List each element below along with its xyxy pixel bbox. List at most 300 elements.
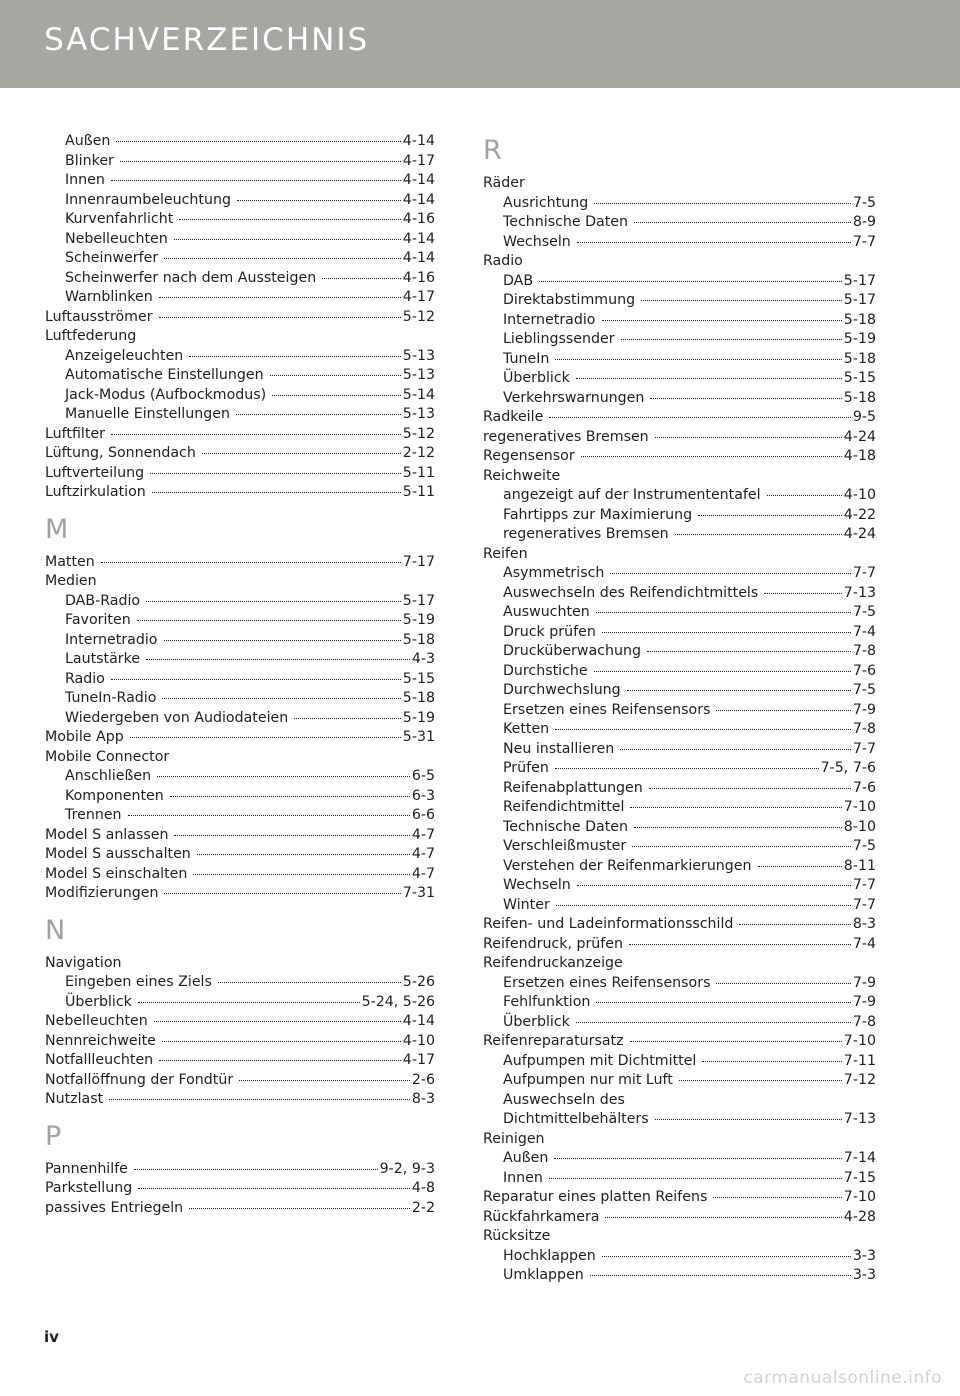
entry-text: DAB-Radio [65, 592, 141, 609]
page-reference: 4-8 [411, 1180, 435, 1196]
entry-text: Rückfahrkamera [483, 1208, 600, 1225]
page-reference: 4-14 [402, 250, 435, 266]
page-reference: 8-9 [852, 214, 876, 230]
index-entry [45, 1090, 435, 1110]
page-reference: 7-13 [843, 584, 876, 601]
page-reference: 5-12 [402, 425, 435, 442]
dot-leader [164, 640, 401, 641]
index-entry [45, 1012, 435, 1032]
entry-text: Radkeile [483, 409, 544, 425]
entry-text: Manuelle Einstellungen [65, 406, 230, 422]
entry-text: regeneratives Bremsen [483, 428, 649, 445]
entry-text: Reifenreparatursatz [483, 1033, 624, 1049]
index-subentry [45, 709, 435, 729]
index-entry [45, 425, 435, 445]
page-reference: 5-19 [843, 331, 876, 347]
dot-leader [630, 807, 841, 808]
page-reference: 5-12 [402, 308, 435, 325]
page-reference: 4-14 [402, 1013, 435, 1029]
index-entry [45, 728, 435, 748]
entry-text: Überblick [503, 1013, 570, 1030]
page-reference: 6-3 [411, 787, 435, 804]
entry-text: Ausrichtung [503, 194, 589, 211]
index-entry [45, 1051, 435, 1071]
page-reference: 7-6 [852, 662, 876, 679]
entry-text: Trennen [65, 807, 122, 823]
dot-leader [154, 1021, 401, 1022]
page-reference: 9-5 [852, 409, 876, 425]
index-entry [45, 1032, 435, 1052]
page-reference: 8-11 [843, 857, 876, 874]
index-subentry [483, 642, 876, 662]
dot-leader [555, 729, 851, 730]
page-reference: 7-5 [852, 682, 876, 698]
dot-leader [594, 671, 851, 672]
page-reference: 3-3 [852, 1267, 876, 1283]
entry-text: Lüftung, Sonnendach [45, 445, 196, 461]
page-reference: 7-4 [852, 935, 876, 952]
page-reference: 7-5 [852, 604, 876, 620]
dot-leader [655, 437, 842, 438]
page-reference: 2-2 [411, 1199, 435, 1216]
entry-text: Scheinwerfer nach dem Aussteigen [65, 269, 317, 286]
page-reference: 5-18 [843, 389, 876, 406]
entry-text: Kurvenfahrlicht [65, 211, 174, 227]
page-reference: 5-18 [843, 350, 876, 367]
entry-text: Druck prüfen [503, 623, 596, 640]
index-subentry [483, 818, 876, 838]
index-subentry [483, 837, 876, 857]
index-subentry [45, 767, 435, 787]
page-reference: 6-5 [411, 768, 435, 784]
index-heading [45, 748, 435, 768]
entry-text: Nebelleuchten [65, 230, 168, 247]
page-reference: 4-3 [411, 651, 435, 667]
page-reference: 7-6 [852, 779, 876, 796]
index-subentry [483, 1052, 876, 1072]
dot-leader [162, 1041, 401, 1042]
page-reference: 4-17 [402, 289, 435, 305]
page-title: SACHVERZEICHNIS [44, 22, 370, 58]
page-reference: 4-18 [843, 448, 876, 464]
index-heading [483, 174, 876, 194]
index-subentry [45, 249, 435, 269]
index-subentry [483, 993, 876, 1013]
entry-text: Luftzirkulation [45, 484, 146, 500]
entry-text: Räder [483, 175, 525, 191]
entry-text: Innenraumbeleuchtung [65, 191, 231, 208]
index-subentry [483, 857, 876, 877]
dot-leader [621, 339, 842, 340]
dot-leader [109, 1099, 410, 1100]
dot-leader [130, 737, 401, 738]
page-reference: 5-14 [402, 386, 435, 403]
index-subentry [45, 171, 435, 191]
entry-text: Lautstärke [65, 651, 141, 667]
entry-text: Reifendruck, prüfen [483, 935, 624, 952]
dot-leader [159, 1060, 401, 1061]
page-reference: 7-9 [852, 994, 876, 1010]
entry-text: Neu installieren [503, 740, 615, 757]
page-reference: 6-6 [411, 807, 435, 823]
dot-leader [322, 278, 401, 279]
page-reference: 4-10 [402, 1032, 435, 1049]
page-reference: 7-7 [852, 565, 876, 581]
entry-text: Prüfen [503, 760, 549, 776]
page-reference: 4-7 [411, 826, 435, 843]
dot-leader [602, 320, 842, 321]
dot-leader [138, 1188, 410, 1189]
entry-text: Notfallöffnung der Fondtür [45, 1071, 234, 1088]
entry-text: Auswuchten [503, 604, 590, 620]
dot-leader [189, 1208, 410, 1209]
entry-text: Umklappen [503, 1267, 584, 1283]
index-entry [483, 447, 876, 467]
index-subentry [483, 525, 876, 545]
index-subentry [483, 1110, 876, 1130]
page-reference: 7-12 [843, 1072, 876, 1088]
entry-text: Durchwechslung [503, 682, 621, 698]
entry-text: Luftfilter [45, 425, 105, 442]
index-subentry [45, 631, 435, 651]
page-reference: 3-3 [852, 1247, 876, 1264]
entry-text: Reifendruckanzeige [483, 955, 623, 971]
page-reference: 5-26 [402, 974, 435, 990]
page-reference: 5-13 [402, 406, 435, 422]
page-reference: 4-22 [843, 506, 876, 523]
entry-text: Mobile App [45, 729, 124, 745]
index-entry [45, 553, 435, 573]
entry-text: Hochklappen [503, 1247, 596, 1264]
index-subentry [45, 611, 435, 631]
index-subentry [45, 650, 435, 670]
entry-text: Überblick [503, 370, 570, 386]
page-reference: 4-14 [402, 191, 435, 208]
dot-leader [159, 317, 401, 318]
dot-leader [650, 398, 841, 399]
index-entry [483, 408, 876, 428]
page-reference: 7-15 [843, 1169, 876, 1186]
index-heading [483, 954, 876, 974]
entry-text: Reifen [483, 545, 528, 562]
entry-text: Scheinwerfer [65, 250, 159, 266]
dot-leader [111, 679, 401, 680]
page-reference: 7-5 [852, 194, 876, 211]
entry-text: Nennreichweite [45, 1032, 156, 1049]
index-subentry [483, 603, 876, 623]
page-reference: 4-14 [402, 133, 435, 149]
page-reference: 7-7 [852, 740, 876, 757]
entry-text: passives Entriegeln [45, 1199, 184, 1216]
dot-leader [630, 1041, 842, 1042]
dot-leader [138, 1002, 360, 1003]
page-reference: 4-24 [843, 526, 876, 542]
index-entry [45, 884, 435, 904]
index-entry [483, 1188, 876, 1208]
entry-text: Model S ausschalten [45, 846, 191, 862]
index-subentry [483, 584, 876, 604]
dot-leader [632, 846, 851, 847]
index-subentry [483, 369, 876, 389]
page-reference: 7-14 [843, 1150, 876, 1166]
index-subentry [483, 779, 876, 799]
index-subentry [483, 233, 876, 253]
page-reference: 7-8 [852, 1013, 876, 1030]
page-reference: 5-18 [843, 311, 876, 328]
entry-text: Ersetzen eines Reifensensors [503, 701, 711, 718]
dot-leader [556, 905, 851, 906]
dot-leader [174, 835, 409, 836]
index-subentry [45, 366, 435, 386]
index-subentry [45, 288, 435, 308]
index-heading [483, 467, 876, 487]
index-subentry [483, 311, 876, 331]
dot-leader [128, 815, 410, 816]
entry-text: Luftfederung [45, 328, 137, 344]
page-reference: 7-7 [852, 233, 876, 250]
page-number: iv [44, 1328, 59, 1346]
index-heading [483, 545, 876, 565]
index-subentry [45, 670, 435, 690]
page-reference: 7-10 [843, 1189, 876, 1205]
entry-text: Drucküberwachung [503, 643, 641, 659]
entry-text: Favoriten [65, 612, 131, 628]
entry-text: Reichweite [483, 467, 561, 484]
entry-text: regeneratives Bremsen [503, 526, 669, 542]
entry-text: Wiedergeben von Audiodateien [65, 709, 289, 726]
entry-text: Automatische Einstellungen [65, 367, 264, 383]
index-subentry [45, 269, 435, 289]
dot-leader [137, 620, 401, 621]
dot-leader [627, 690, 851, 691]
page-reference: 4-7 [411, 865, 435, 882]
index-subentry [483, 623, 876, 643]
entry-text: Internetradio [65, 631, 158, 648]
index-column-left [45, 132, 435, 1218]
page-reference: 5-15 [402, 670, 435, 687]
index-subentry [483, 1149, 876, 1169]
dot-leader [577, 885, 851, 886]
page-reference: 7-10 [843, 799, 876, 815]
page-reference: 8-10 [843, 818, 876, 835]
dot-leader [739, 924, 850, 925]
index-subentry [483, 1247, 876, 1267]
dot-leader [179, 219, 401, 220]
index-subentry [483, 720, 876, 740]
dot-leader [218, 982, 401, 983]
entry-text: Fehlfunktion [503, 994, 591, 1010]
dot-leader [272, 395, 401, 396]
index-subentry [45, 191, 435, 211]
entry-text: TuneIn-Radio [65, 690, 157, 706]
page-reference: 7-7 [852, 896, 876, 913]
index-entry [45, 1179, 435, 1199]
index-subentry [45, 592, 435, 612]
index-subentry [45, 405, 435, 425]
entry-text: Auswechseln des Reifendichtmittels [503, 584, 759, 601]
index-subentry [483, 564, 876, 584]
entry-text: Dichtmittelbehälters [503, 1111, 649, 1127]
index-subentry [483, 681, 876, 701]
dot-leader [590, 1275, 851, 1276]
entry-text: Navigation [45, 954, 122, 971]
index-subentry [483, 662, 876, 682]
dot-leader [641, 300, 842, 301]
entry-text: angezeigt auf der Instrumententafel [503, 487, 761, 503]
index-column-right [483, 132, 876, 1286]
dot-leader [189, 356, 401, 357]
page-reference: 7-5 [852, 838, 876, 854]
index-entry [45, 308, 435, 328]
page-reference: 5-19 [402, 709, 435, 726]
index-heading [45, 572, 435, 592]
index-subentry [483, 798, 876, 818]
page-reference: 5-24, 5-26 [361, 993, 435, 1010]
dot-leader [713, 1197, 841, 1198]
index-subentry [483, 1071, 876, 1091]
entry-text: Nebelleuchten [45, 1013, 148, 1029]
dot-leader [758, 866, 842, 867]
entry-text: Innen [503, 1169, 543, 1186]
dot-leader [150, 473, 401, 474]
dot-leader [101, 562, 401, 563]
entry-text: Verkehrswarnungen [503, 389, 645, 406]
index-entry [483, 915, 876, 935]
dot-leader [134, 1169, 378, 1170]
dot-leader [120, 161, 401, 162]
entry-text: Reinigen [483, 1130, 545, 1147]
dot-leader [237, 200, 401, 201]
dot-leader [576, 1022, 851, 1023]
index-subentry [483, 974, 876, 994]
page-reference: 4-14 [402, 172, 435, 188]
entry-text: Auswechseln des [503, 1091, 625, 1108]
dot-leader [157, 776, 410, 777]
dot-leader [164, 258, 401, 259]
entry-text: Direktabstimmung [503, 292, 636, 308]
index-subentry [45, 132, 435, 152]
entry-text: Pannenhilfe [45, 1160, 128, 1177]
dot-leader [111, 180, 401, 181]
page-reference: 4-7 [411, 846, 435, 862]
index-subentry [45, 152, 435, 172]
page-reference: 4-17 [402, 1052, 435, 1068]
page-reference: 4-28 [843, 1208, 876, 1225]
entry-text: Model S anlassen [45, 826, 169, 843]
index-heading [483, 252, 876, 272]
index-entry [483, 1032, 876, 1052]
entry-text: Durchstiche [503, 662, 588, 679]
entry-text: Jack-Modus (Aufbockmodus) [65, 386, 267, 403]
page-reference: 5-11 [402, 464, 435, 481]
entry-text: Wechseln [503, 877, 571, 893]
index-subentry [45, 210, 435, 230]
header-banner [0, 0, 960, 88]
dot-leader [539, 281, 842, 282]
page-reference: 7-7 [852, 877, 876, 893]
index-subentry [483, 272, 876, 292]
entry-text: Fahrtipps zur Maximierung [503, 506, 693, 523]
page-reference: 9-2, 9-3 [379, 1160, 435, 1177]
entry-text: Ketten [503, 721, 550, 737]
entry-text: Modifizierungen [45, 885, 159, 901]
dot-leader [764, 593, 842, 594]
dot-leader [634, 827, 842, 828]
index-entry [45, 464, 435, 484]
entry-text: Internetradio [503, 311, 596, 328]
dot-leader [596, 612, 851, 613]
index-subentry [483, 486, 876, 506]
dot-leader [594, 203, 851, 204]
entry-text: Reparatur eines platten Reifens [483, 1189, 708, 1205]
page-reference: 7-10 [843, 1033, 876, 1049]
page-reference: 7-9 [852, 701, 876, 718]
page-reference: 5-18 [402, 690, 435, 706]
page-reference: 7-13 [843, 1111, 876, 1127]
dot-leader [602, 1256, 851, 1257]
entry-text: Luftausströmer [45, 308, 153, 325]
dot-leader [146, 659, 410, 660]
dot-leader [270, 375, 401, 376]
page-reference: 5-17 [843, 292, 876, 308]
entry-text: DAB [503, 272, 534, 289]
entry-text: Anzeigeleuchten [65, 347, 184, 364]
entry-text: Außen [503, 1150, 549, 1166]
page-reference: 7-4 [852, 623, 876, 640]
dot-leader [716, 710, 850, 711]
entry-text: Regensensor [483, 448, 575, 464]
entry-text: Asymmetrisch [503, 565, 605, 581]
dot-leader [116, 141, 400, 142]
dot-leader [555, 359, 841, 360]
dot-leader [702, 1061, 841, 1062]
index-entry [45, 826, 435, 846]
entry-text: Verschleißmuster [503, 838, 627, 854]
entry-text: Parkstellung [45, 1180, 133, 1196]
index-subentry [45, 806, 435, 826]
page-reference: 4-10 [843, 487, 876, 503]
index-entry [45, 483, 435, 503]
entry-text: Innen [65, 172, 105, 188]
dot-leader [174, 239, 401, 240]
watermark: carmanualsonline.info [743, 1368, 942, 1388]
dot-leader [164, 893, 400, 894]
dot-leader [202, 453, 401, 454]
page-reference: 4-14 [402, 230, 435, 247]
dot-leader [716, 983, 850, 984]
page-reference: 5-19 [402, 612, 435, 628]
dot-leader [111, 434, 401, 435]
index-entry [45, 1199, 435, 1219]
index-subentry [483, 213, 876, 233]
index-subentry [483, 1013, 876, 1033]
index-entry [45, 865, 435, 885]
dot-leader [655, 1119, 842, 1120]
entry-text: Verstehen der Reifenmarkierungen [503, 857, 752, 874]
index-subentry [483, 1091, 876, 1111]
page-reference: 4-16 [402, 269, 435, 286]
page-reference: 8-3 [411, 1091, 435, 1107]
page-reference: 5-11 [402, 484, 435, 500]
page-reference: 4-16 [402, 211, 435, 227]
page-reference: 2-6 [411, 1071, 435, 1088]
dot-leader [152, 492, 401, 493]
entry-text: Mobile Connector [45, 748, 170, 765]
entry-text: Medien [45, 573, 97, 589]
page-reference: 7-8 [852, 643, 876, 659]
page-reference: 7-8 [852, 721, 876, 737]
entry-text: Lieblingssender [503, 331, 615, 347]
